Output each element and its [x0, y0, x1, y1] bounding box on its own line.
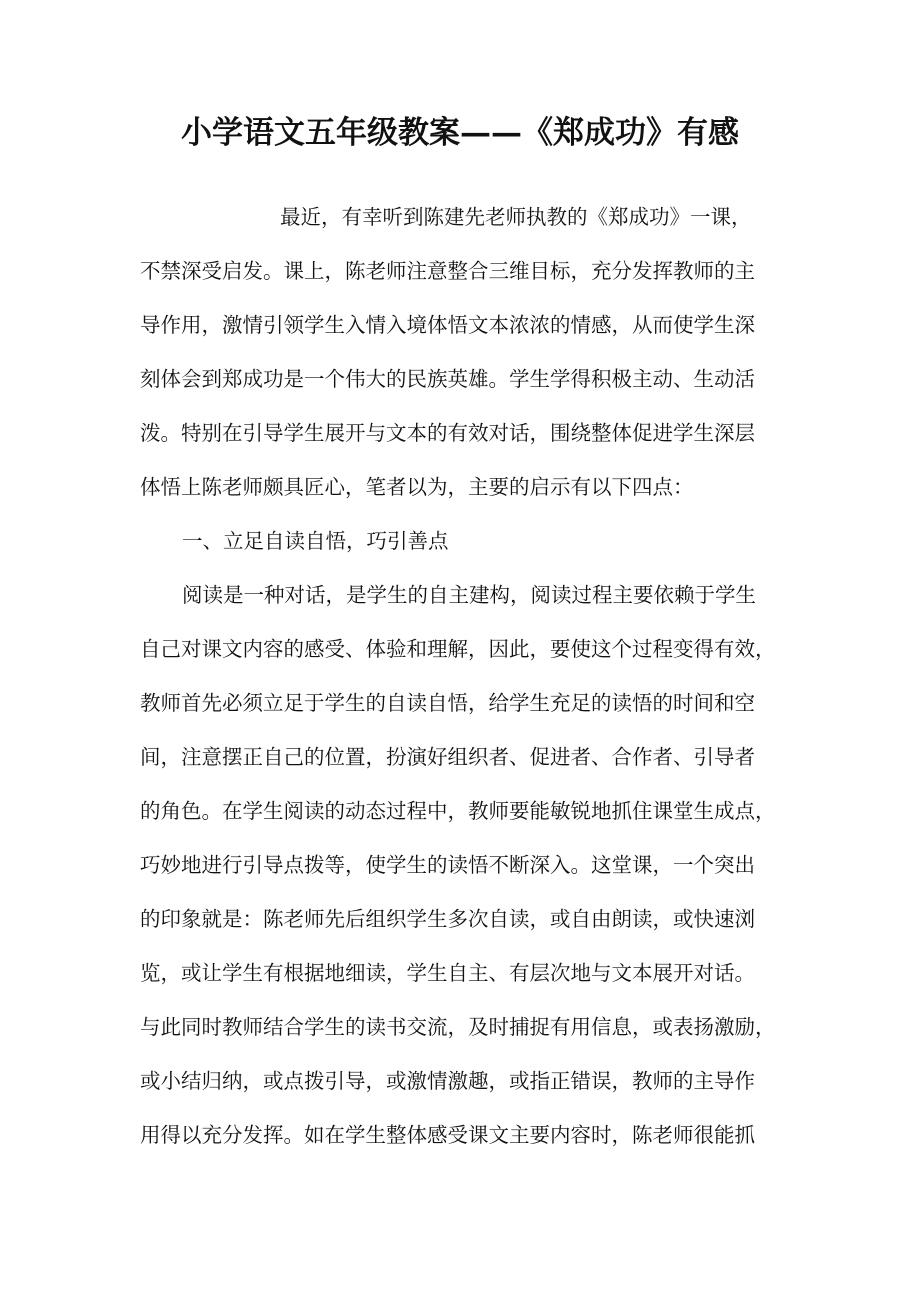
paragraph-line: 用得以充分发挥。如在学生整体感受课文主要内容时，陈老师很能抓 [140, 1123, 755, 1147]
paragraph-line: 教师首先必须立足于学生的自读自悟，给学生充足的读悟的时间和空 [140, 691, 755, 715]
paragraph-line: 不禁深受启发。课上，陈老师注意整合三维目标，充分发挥教师的主 [140, 259, 755, 283]
paragraph-line: 的印象就是：陈老师先后组织学生多次自读，或自由朗读，或快速浏 [140, 907, 755, 931]
paragraph-line: 泼。特别在引导学生展开与文本的有效对话，围绕整体促进学生深层 [140, 421, 755, 445]
paragraph-line: 体悟上陈老师颇具匠心，笔者以为，主要的启示有以下四点： [140, 475, 694, 499]
paragraph-line: 间，注意摆正自己的位置，扮演好组织者、促进者、合作者、引导者 [140, 745, 755, 769]
paragraph-line: 导作用，激情引领学生入情入境体悟文本浓浓的情感，从而使学生深 [140, 313, 755, 337]
paragraph-line: 与此同时教师结合学生的读书交流，及时捕捉有用信息，或表扬激励， [140, 1015, 776, 1039]
paragraph-line: 巧妙地进行引导点拨等，使学生的读悟不断深入。这堂课，一个突出 [140, 853, 755, 877]
paragraph-line: 刻体会到郑成功是一个伟大的民族英雄。学生学得积极主动、生动活 [140, 367, 755, 391]
paragraph-line: 览，或让学生有根据地细读，学生自主、有层次地与文本展开对话。 [140, 961, 755, 985]
paragraph-line: 自己对课文内容的感受、体验和理解，因此，要使这个过程变得有效， [140, 637, 776, 661]
document-body [140, 190, 800, 1162]
paragraph-line: 最近，有幸听到陈建先老师执教的《郑成功》一课， [280, 205, 752, 229]
section-heading: 一、立足自读自悟，巧引善点 [182, 529, 449, 553]
paragraph-line: 的角色。在学生阅读的动态过程中，教师要能敏锐地抓住课堂生成点， [140, 799, 776, 823]
paragraph-line: 阅读是一种对话，是学生的自主建构，阅读过程主要依赖于学生 [182, 583, 756, 607]
paragraph-line: 或小结归纳，或点拨引导，或激情激趣，或指正错误，教师的主导作 [140, 1069, 755, 1093]
document-title: 小学语文五年级教案——《郑成功》有感 [181, 115, 739, 151]
